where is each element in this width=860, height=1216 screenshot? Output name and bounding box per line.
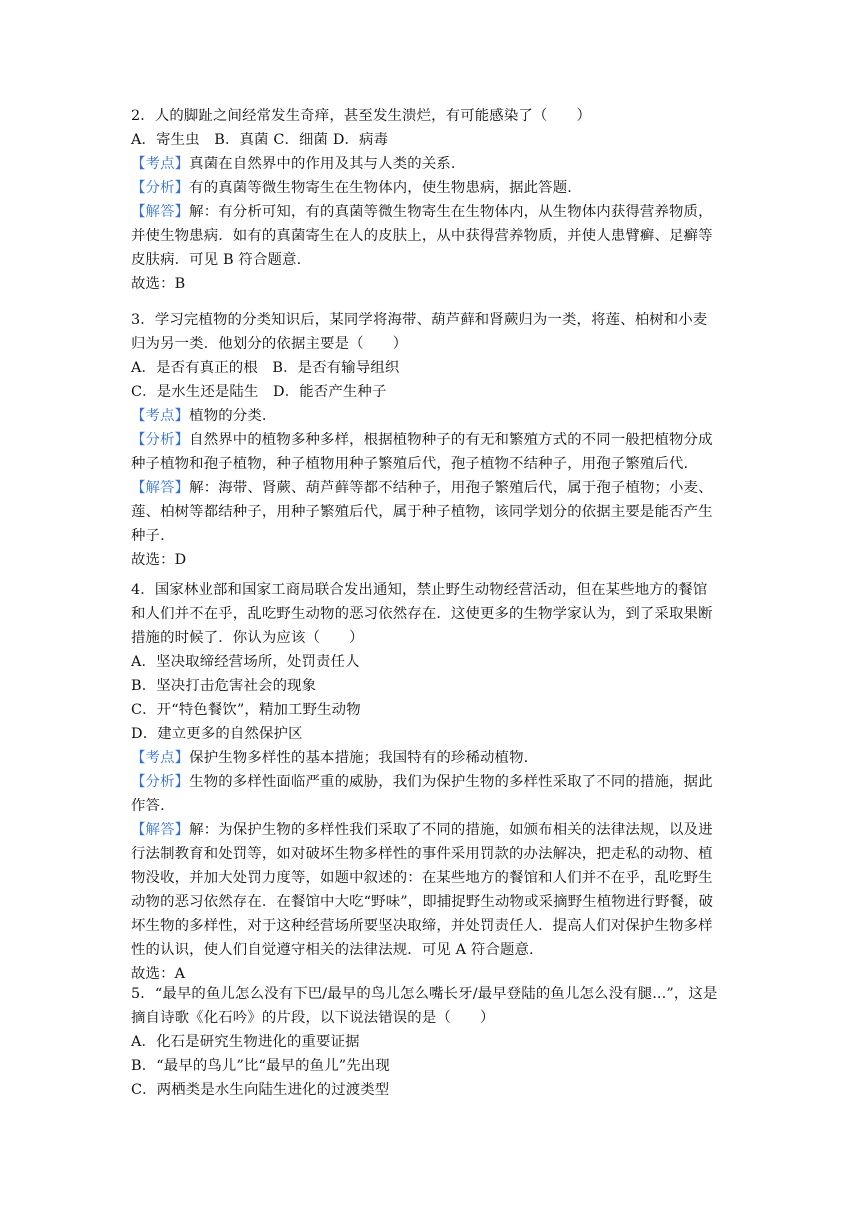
- fenxi-tag: 【分析】: [131, 180, 190, 196]
- answer-line: 故选：B: [131, 276, 186, 292]
- kaodian-tag: 【考点】: [131, 156, 190, 172]
- jieda-line: 行法制教育和处罚等，如对破坏生物多样性的事件采用罚款的办法解决，把走私的动物、植: [131, 846, 713, 862]
- fenxi-line: [131, 428, 713, 452]
- kaodian-text: 植物的分类.: [189, 408, 267, 424]
- kaodian-line: [131, 152, 713, 176]
- question-3: [131, 308, 713, 572]
- kaodian-line: [131, 746, 713, 770]
- option-line: C．两栖类是水生向陆生进化的过渡类型: [131, 1082, 390, 1098]
- question-stem-line: 3．学习完植物的分类知识后，某同学将海带、葫芦藓和肾蕨归为一类，将莲、柏树和小麦: [131, 312, 708, 328]
- jieda-line: 并使生物患病．如有的真菌寄生在人的皮肤上，从中获得营养物质，并使人患臂癣、足癣等: [131, 228, 713, 244]
- jieda-line: 动物的恶习依然存在．在餐馆中大吃“野味”，即捕捉野生动物或采摘野生植物进行野餐，破: [131, 894, 714, 910]
- option-line: C．是水生还是陆生 D．能否产生种子: [131, 384, 387, 400]
- jieda-line: [131, 200, 713, 224]
- question-stem-line: 归为另一类．他划分的依据主要是（ ）: [131, 336, 408, 352]
- kaodian-line: [131, 404, 713, 428]
- option-line: A．是否有真正的根 B．是否有输导组织: [131, 360, 400, 376]
- jieda-line: [131, 818, 713, 842]
- question-stem-line: 摘自诗歌《化石吟》的片段，以下说法错误的是（ ）: [131, 1010, 495, 1026]
- answer-line: 故选：D: [131, 552, 187, 568]
- jieda-line: 物没收，并加大处罚力度等，如题中叙述的：在某些地方的餐馆和人们并不在乎，乱吃野生: [131, 870, 713, 886]
- question-stem-line: 措施的时候了．你认为应该（ ）: [131, 630, 364, 646]
- fenxi-text: 自然界中的植物多种多样，根据植物种子的有无和繁殖方式的不同一般把植物分成: [189, 432, 713, 448]
- option-line: B．坚决打击危害社会的现象: [131, 678, 317, 694]
- jieda-text: 解：海带、肾蕨、葫芦藓等都不结种子，用孢子繁殖后代，属于孢子植物；小麦、: [189, 480, 713, 496]
- question-stem-line: 4．国家林业部和国家工商局联合发出通知，禁止野生动物经营活动，但在某些地方的餐馆: [131, 582, 708, 598]
- question-5: [131, 982, 718, 1102]
- kaodian-tag: 【考点】: [131, 750, 190, 766]
- fenxi-text: 有的真菌等微生物寄生在生物体内，使生物患病，据此答题.: [189, 180, 572, 196]
- jieda-text: 解：为保护生物的多样性我们采取了不同的措施，如颁布相关的法律法规，以及进: [189, 822, 713, 838]
- jieda-line: 种子.: [131, 528, 165, 544]
- jieda-text: 解：有分析可知，有的真菌等微生物寄生在生物体内，从生物体内获得营养物质，: [189, 204, 713, 220]
- question-2: [131, 104, 713, 296]
- fenxi-line: [131, 176, 713, 200]
- fenxi-line: 种子植物和孢子植物，种子植物用种子繁殖后代，孢子植物不结种子，用孢子繁殖后代.: [131, 456, 689, 472]
- jieda-line: 性的认识，使人们自觉遵守相关的法律法规．可见 A 符合题意.: [131, 942, 534, 958]
- option-line: D．建立更多的自然保护区: [131, 726, 303, 742]
- kaodian-text: 真菌在自然界中的作用及其与人类的关系.: [189, 156, 456, 172]
- jieda-line: 莲、柏树等都结种子，用种子繁殖后代，属于种子植物，该同学划分的依据主要是能否产生: [131, 504, 713, 520]
- fenxi-line: 作答.: [131, 798, 165, 814]
- fenxi-tag: 【分析】: [131, 432, 190, 448]
- question-stem-line: 5．“最早的鱼儿怎么没有下巴/最早的鸟儿怎么嘴长牙/最早登陆的鱼儿怎么没有腿...”，这是: [131, 986, 718, 1002]
- jieda-line: 坏生物的多样性，对于这种经营场所要坚决取缔，并处罚责任人．提高人们对保护生物多样: [131, 918, 713, 934]
- question-4: [131, 578, 713, 986]
- fenxi-text: 生物的多样性面临严重的威胁，我们为保护生物的多样性采取了不同的措施，据此: [189, 774, 713, 790]
- option-line: A．化石是研究生物进化的重要证据: [131, 1034, 360, 1050]
- option-line: B．“最早的鸟儿”比“最早的鱼儿”先出现: [131, 1058, 390, 1074]
- jieda-tag: 【解答】: [131, 204, 190, 220]
- kaodian-text: 保护生物多样性的基本措施；我国特有的珍稀动植物.: [189, 750, 529, 766]
- option-line: C．开“特色餐饮”，精加工野生动物: [131, 702, 361, 718]
- option-line: A．坚决取缔经营场所，处罚责任人: [131, 654, 360, 670]
- jieda-line: [131, 476, 713, 500]
- kaodian-tag: 【考点】: [131, 408, 190, 424]
- jieda-tag: 【解答】: [131, 822, 190, 838]
- answer-line: 故选：A: [131, 966, 186, 982]
- jieda-tag: 【解答】: [131, 480, 190, 496]
- question-stem-line: 2．人的脚趾之间经常发生奇痒，甚至发生溃烂，有可能感染了（ ）: [131, 108, 592, 124]
- fenxi-line: [131, 770, 713, 794]
- question-stem-line: 和人们并不在乎，乱吃野生动物的恶习依然存在．这使更多的生物学家认为，到了采取果断: [131, 606, 713, 622]
- jieda-line: 皮肤病．可见 B 符合题意.: [131, 252, 302, 268]
- option-line: A．寄生虫 B．真菌 C．细菌 D．病毒: [131, 132, 389, 148]
- fenxi-tag: 【分析】: [131, 774, 190, 790]
